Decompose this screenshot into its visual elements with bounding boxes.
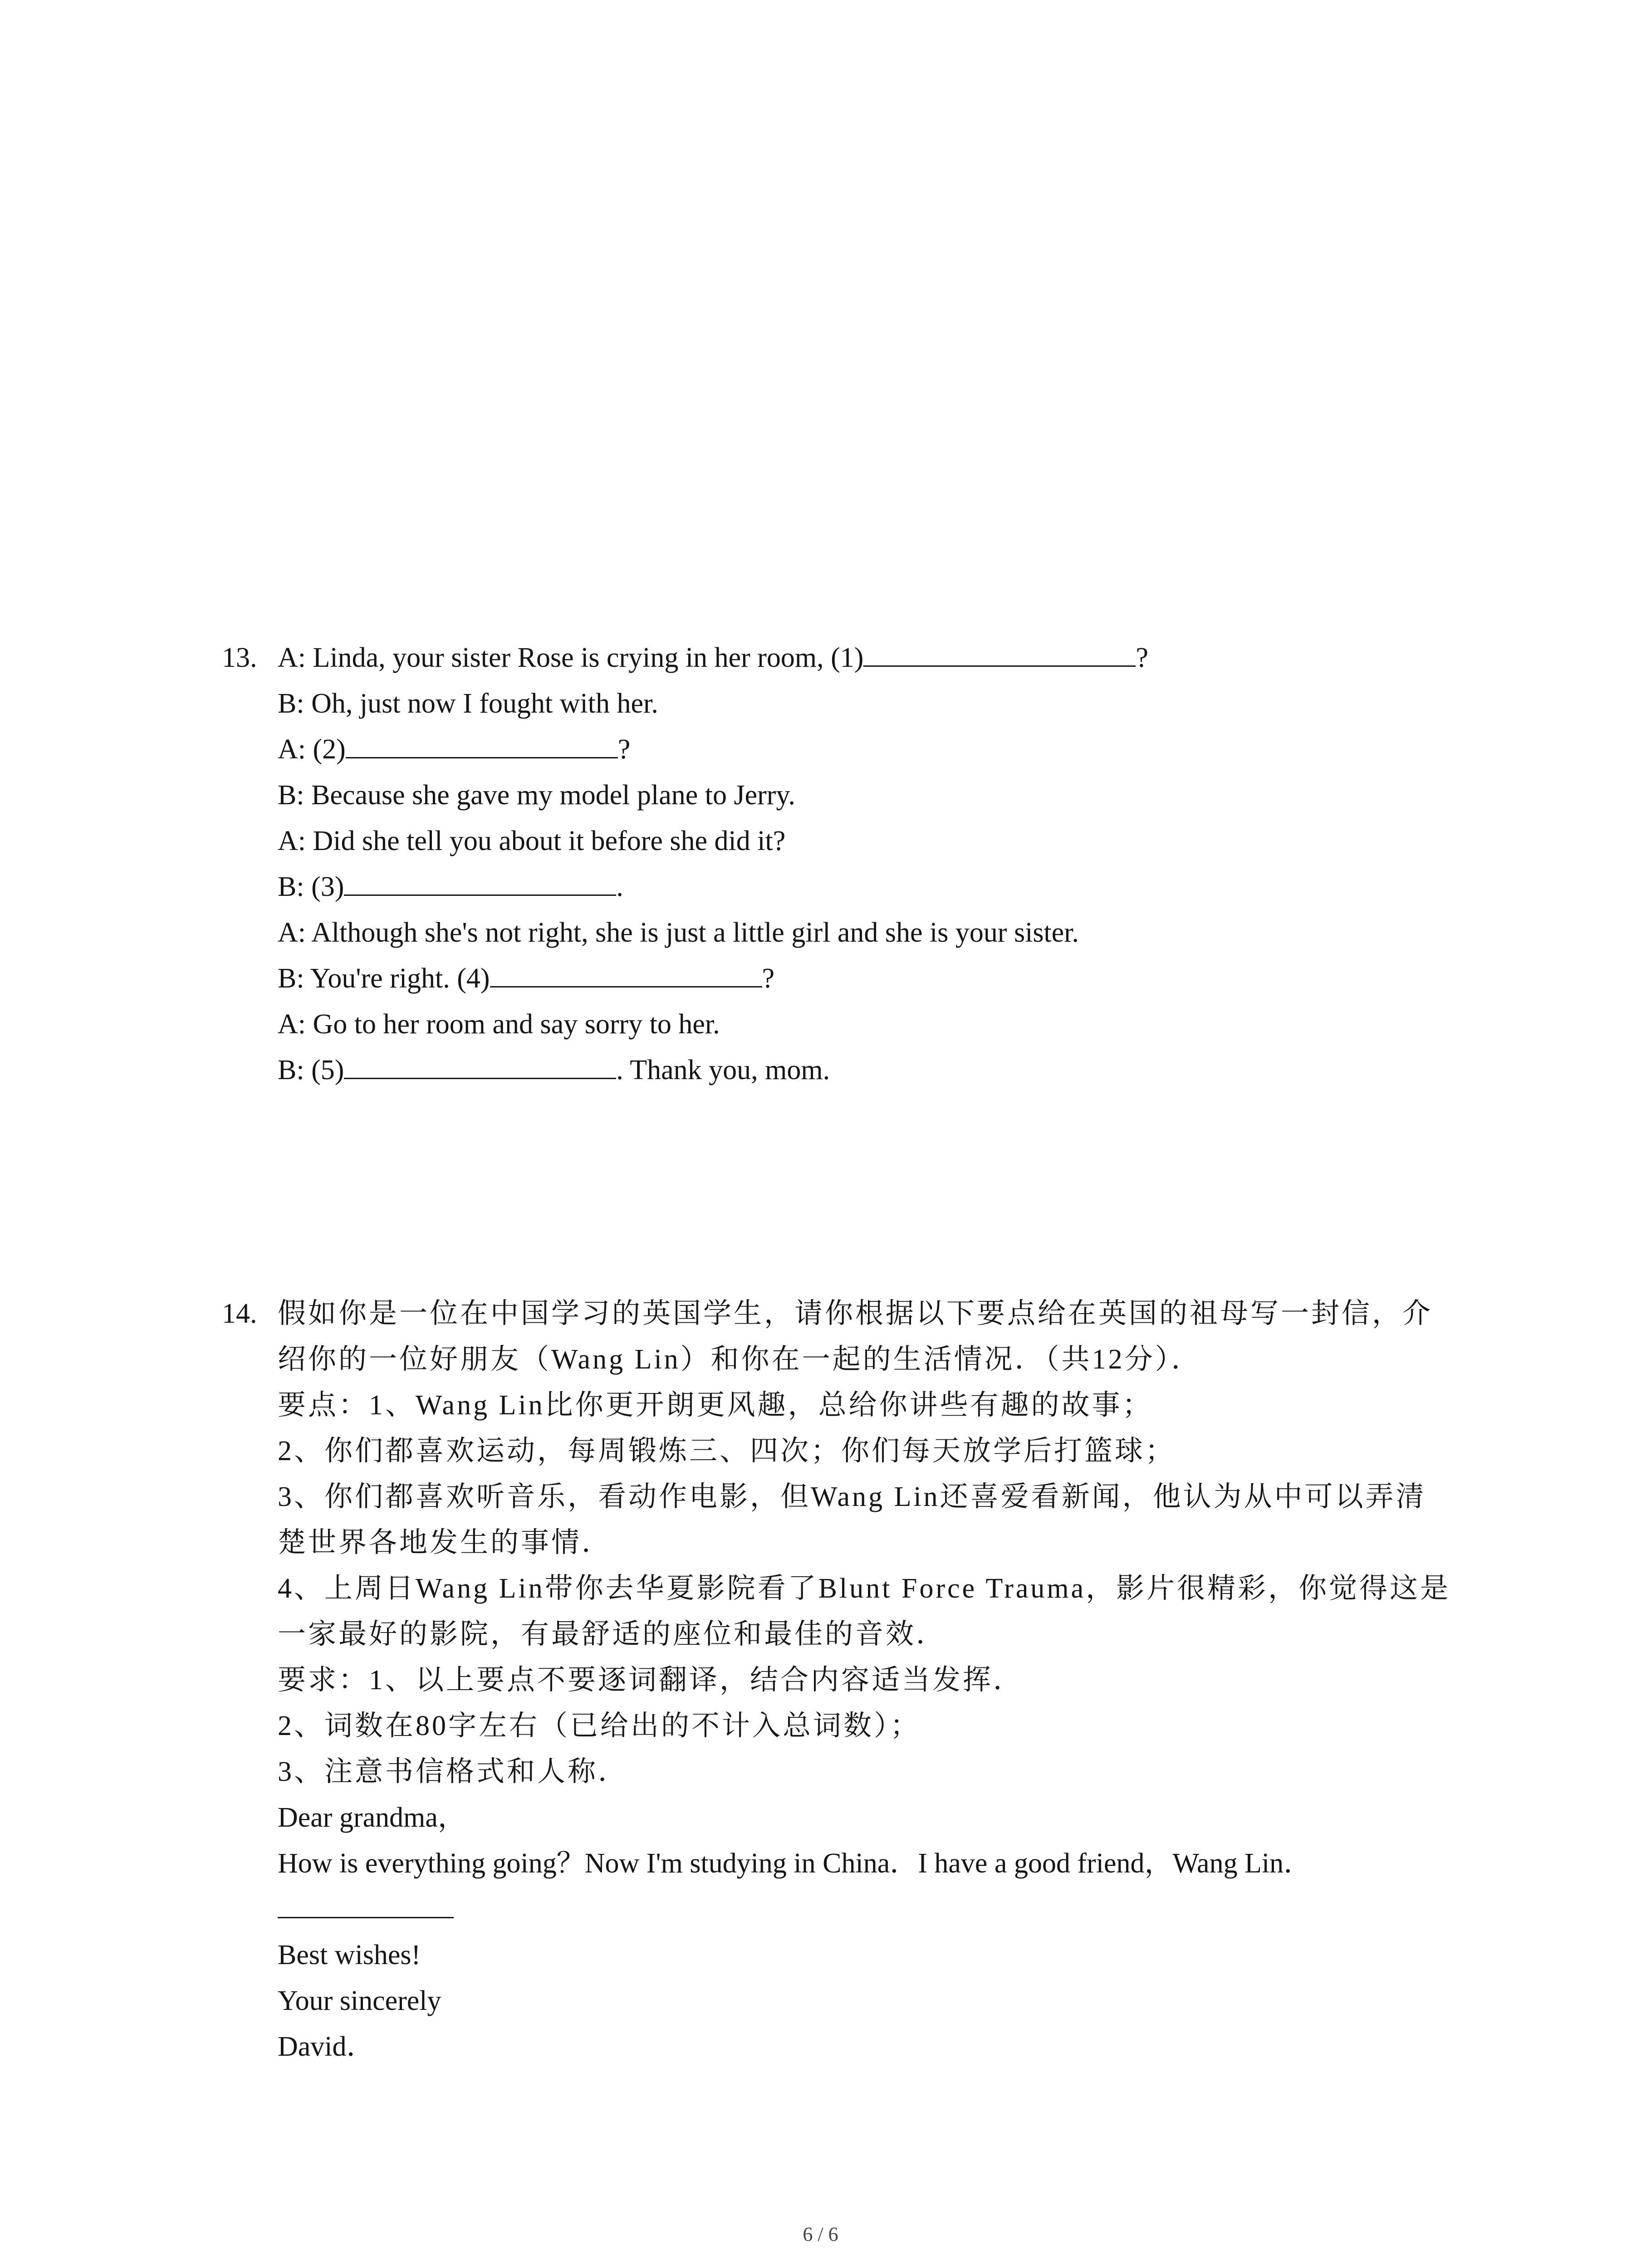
letter-closing: Best wishes! bbox=[278, 1940, 421, 1970]
answer-blank-3 bbox=[344, 872, 616, 896]
answer-blank-1 bbox=[863, 643, 1136, 667]
question-number: 13. bbox=[222, 642, 257, 673]
dialogue-line bbox=[278, 727, 1530, 772]
prompt-line: 2、词数在80字左右（已给出的不计入总词数）； bbox=[278, 1711, 921, 1741]
dialogue-line: B: Because she gave my model plane to Jerry. bbox=[278, 780, 795, 811]
page-number: 6 / 6 bbox=[803, 2223, 838, 2245]
dialogue-line bbox=[278, 1047, 1530, 1093]
dialogue-line: A: Did she tell you about it before she did it? bbox=[278, 826, 786, 856]
line-text: . bbox=[616, 871, 623, 902]
line-text: B: You're right. (4) bbox=[278, 963, 490, 994]
prompt-line: 绍你的一位好朋友（Wang Lin）和你在一起的生活情况．（共12分）． bbox=[278, 1344, 1202, 1375]
line-text: A: (2) bbox=[278, 734, 346, 765]
dialogue-line: A: Although she's not right, she is just a little girl and she is your sister. bbox=[278, 917, 1079, 948]
line-text: . Thank you, mom. bbox=[616, 1055, 830, 1085]
line-text: A: Linda, your sister Rose is crying in her room, (1) bbox=[278, 642, 864, 673]
line-text: ? bbox=[762, 963, 775, 994]
line-text: B: (5) bbox=[278, 1055, 344, 1085]
writing-rule bbox=[278, 1894, 454, 1918]
line-text: B: (3) bbox=[278, 871, 344, 902]
dialogue-line bbox=[278, 635, 1530, 681]
letter-opening: How is everything going？Now I'm studying in China．I have a good friend，Wang Lin． bbox=[278, 1848, 1312, 1879]
prompt-line: 3、注意书信格式和人称． bbox=[278, 1756, 629, 1787]
dialogue bbox=[278, 635, 1530, 1093]
dialogue-line: A: Go to her room and say sorry to her. bbox=[278, 1009, 720, 1040]
letter-signoff: Your sincerely bbox=[278, 1985, 441, 2016]
prompt-line: 一家最好的影院，有最舒适的座位和最佳的音效． bbox=[278, 1619, 947, 1650]
line-text: ? bbox=[1136, 642, 1148, 673]
answer-blank-4 bbox=[490, 963, 762, 987]
prompt-line: 假如你是一位在中国学习的英国学生，请你根据以下要点给在英国的祖母写一封信，介 bbox=[278, 1298, 1433, 1329]
answer-blank-2 bbox=[346, 734, 618, 758]
answer-blank-5 bbox=[344, 1055, 616, 1079]
letter-salutation: Dear grandma， bbox=[278, 1802, 466, 1833]
prompt-line: 3、你们都喜欢听音乐，看动作电影，但Wang Lin还喜爱看新闻，他认为从中可以弄清 bbox=[278, 1481, 1426, 1512]
prompt-line: 2、你们都喜欢运动，每周锻炼三、四次；你们每天放学后打篮球； bbox=[278, 1436, 1176, 1466]
dialogue-line bbox=[278, 956, 1530, 1002]
prompt-line: 4、上周日Wang Lin带你去华夏影院看了Blunt Force Trauma，影片很精彩，你觉得这是 bbox=[278, 1573, 1451, 1604]
line-text: ? bbox=[617, 734, 631, 765]
prompt-line: 要求：1、以上要点不要逐词翻译，结合内容适当发挥． bbox=[278, 1665, 1024, 1696]
dialogue-line bbox=[278, 864, 1530, 910]
letter-signature: David． bbox=[278, 2031, 375, 2062]
question-number: 14. bbox=[222, 1298, 257, 1329]
prompt-line: 要点：1、Wang Lin比你更开朗更风趣，总给你讲些有趣的故事； bbox=[278, 1390, 1153, 1421]
dialogue-line: B: Oh, just now I fought with her. bbox=[278, 688, 658, 719]
writing-task bbox=[278, 1291, 1530, 2070]
prompt-line: 楚世界各地发生的事情． bbox=[278, 1527, 612, 1558]
writing-area bbox=[278, 1887, 1530, 1932]
